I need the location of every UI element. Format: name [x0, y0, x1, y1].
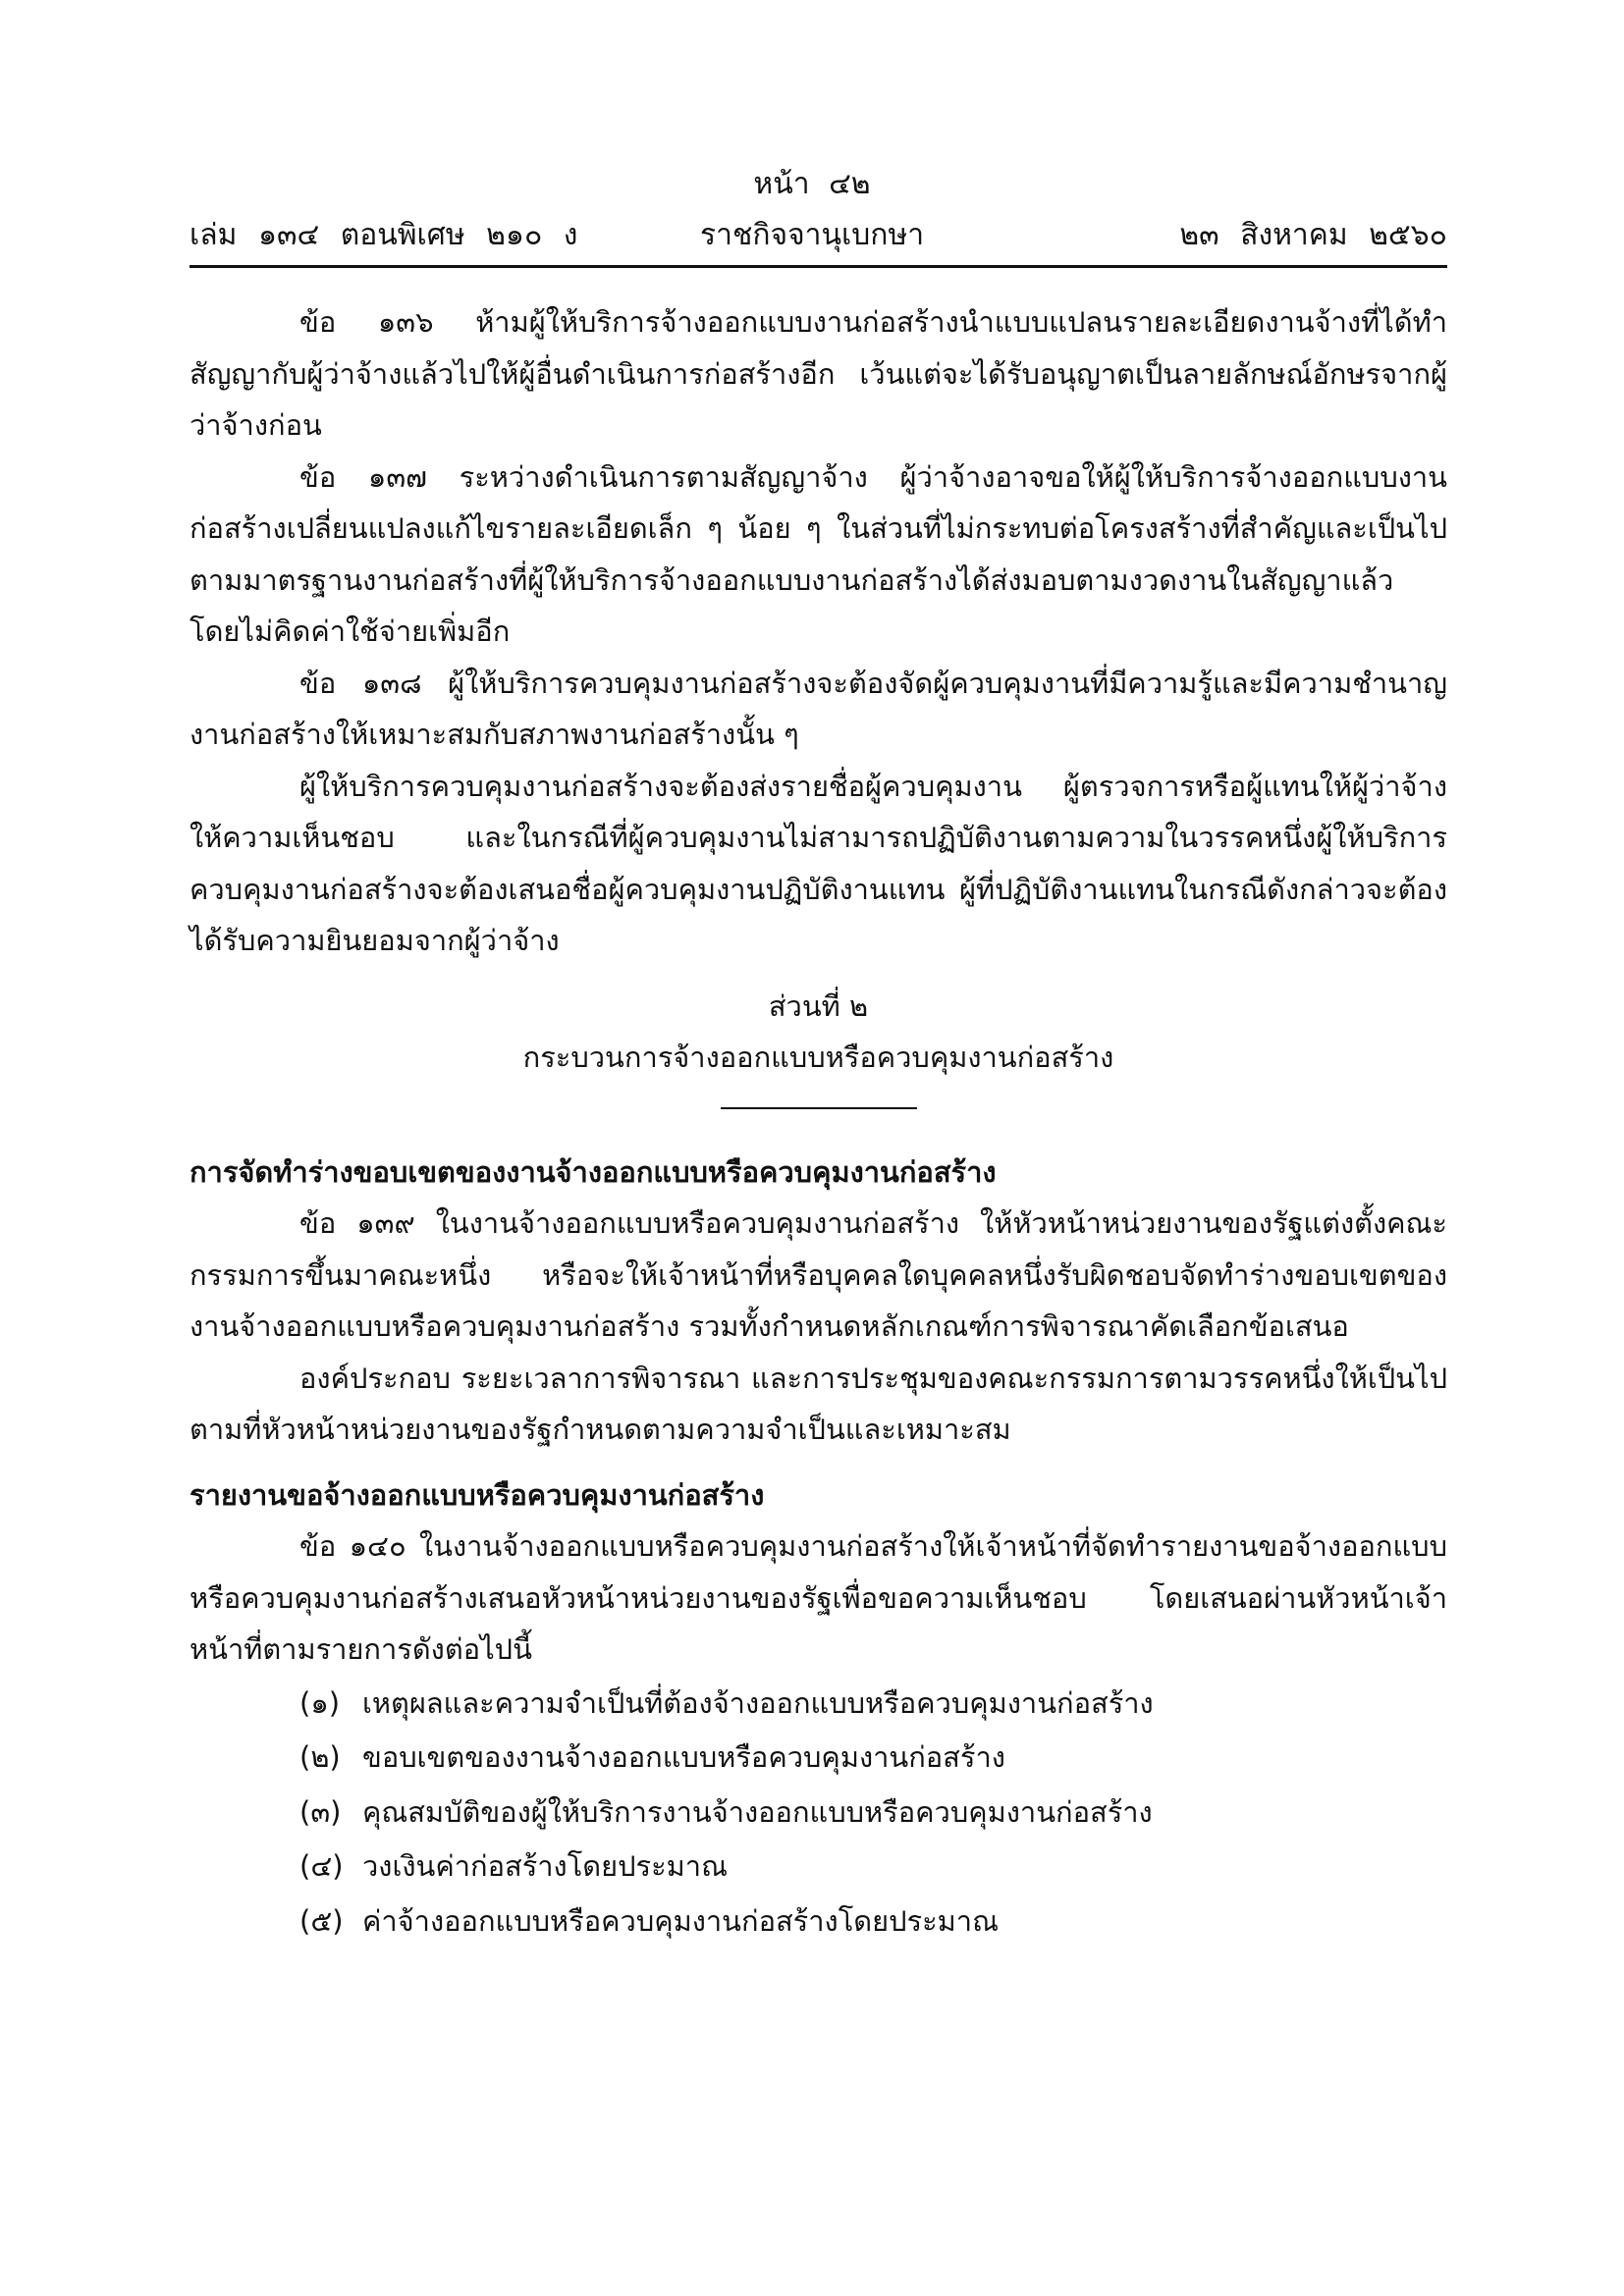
paragraph-clause-139: ข้อ ๑๓๙ ในงานจ้างออกแบบหรือควบคุมงานก่อสร้าง ให้หัวหน้าหน่วยงานของรัฐแต่งตั้งคณะกรรมการขึ้นมาคณะหนึ่ง หรือจะให้เจ้าหน้าที่หรือบุคคลใดบุคคลหนึ่งรับผิดชอบจัดทำร่างขอบเขตของงานจ้างออกแบบหรือควบคุมงานก่อสร้าง รวมทั้งกำหนดหลักเกณฑ์การพิจารณาคัดเลือกข้อเสนอ	[189, 1206, 1447, 1343]
section-label: ส่วนที่ ๒	[768, 988, 869, 1023]
list-item-text: ค่าจ้างออกแบบหรือควบคุมงานก่อสร้างโดยประมาณ	[362, 1903, 999, 1938]
list-item	[189, 1678, 1447, 1730]
paragraph-clause-138-second: ผู้ให้บริการควบคุมงานก่อสร้างจะต้องส่งรายชื่อผู้ควบคุมงาน ผู้ตรวจการหรือผู้แทนให้ผู้ว่าจ้างให้ความเห็นชอบ และในกรณีที่ผู้ควบคุมงานไม่สามารถปฏิบัติงานตามความในวรรคหนึ่งผู้ให้บริการควบคุมงานก่อสร้างจะต้องเสนอชื่อผู้ควบคุมงานปฏิบัติงานแทน ผู้ที่ปฏิบัติงานแทนในกรณีดังกล่าวจะต้องได้รับความยินยอมจากผู้ว่าจ้าง	[189, 769, 1447, 957]
section-title: กระบวนการจ้างออกแบบหรือควบคุมงานก่อสร้าง	[522, 1041, 1114, 1074]
list-item-text: วงเงินค่าก่อสร้างโดยประมาณ	[362, 1849, 728, 1883]
publication-date: ๒๓ สิงหาคม ๒๕๖๐	[1179, 218, 1447, 252]
page-number: หน้า ๔๒	[753, 167, 871, 201]
list-item	[189, 1841, 1447, 1893]
paragraph-clause-140: ข้อ ๑๔๐ ในงานจ้างออกแบบหรือควบคุมงานก่อสร้างให้เจ้าหน้าที่จัดทำรายงานขอจ้างออกแบบหรือควบคุมงานก่อสร้างเสนอหัวหน้าหน่วยงานของรัฐเพื่อขอความเห็นชอบ โดยเสนอผ่านหัวหน้าเจ้าหน้าที่ตามรายการดังต่อไปนี้	[189, 1529, 1447, 1666]
document-body	[189, 296, 1447, 1949]
list-item-text: คุณสมบัติของผู้ให้บริการงานจ้างออกแบบหรือควบคุมงานก่อสร้าง	[362, 1794, 1153, 1829]
list-item-number: (๔)	[299, 1849, 344, 1883]
list-item	[189, 1732, 1447, 1784]
list-item-text: ขอบเขตของงานจ้างออกแบบหรือควบคุมงานก่อสร้าง	[362, 1740, 1005, 1774]
gazette-name: ราชกิจจานุเบกษา	[700, 218, 925, 252]
list-item-text: เหตุผลและความจำเป็นที่ต้องจ้างออกแบบหรือควบคุมงานก่อสร้าง	[362, 1685, 1154, 1720]
section-heading	[189, 981, 1447, 1109]
volume-issue: เล่ม ๑๓๔ ตอนพิเศษ ๒๑๐ ง	[189, 218, 578, 252]
subheading-hiring-report: รายงานขอจ้างออกแบบหรือควบคุมงานก่อสร้าง	[189, 1477, 765, 1512]
report-items-list	[189, 1678, 1447, 1948]
list-item-number: (๕)	[299, 1903, 344, 1938]
paragraph-clause-139-second: องค์ประกอบ ระยะเวลาการพิจารณา และการประชุมของคณะกรรมการตามวรรคหนึ่งให้เป็นไปตามที่หัวหน้าหน่วยงานของรัฐกำหนดตามความจำเป็นและเหมาะสม	[189, 1361, 1447, 1446]
paragraph-clause-136: ข้อ ๑๓๖ ห้ามผู้ให้บริการจ้างออกแบบงานก่อสร้างนำแบบแปลนรายละเอียดงานจ้างที่ได้ทำสัญญากับผู้ว่าจ้างแล้วไปให้ผู้อื่นดำเนินการก่อสร้างอีก เว้นแต่จะได้รับอนุญาตเป็นลายลักษณ์อักษรจากผู้ว่าจ้างก่อน	[189, 305, 1447, 442]
running-header	[189, 214, 1447, 257]
subheading-scope-draft: การจัดทำร่างขอบเขตของงานจ้างออกแบบหรือควบคุมงานก่อสร้าง	[189, 1154, 997, 1189]
header-divider	[189, 265, 1447, 268]
list-item	[189, 1896, 1447, 1948]
list-item-number: (๑)	[299, 1685, 341, 1720]
list-item-number: (๓)	[299, 1794, 342, 1829]
list-item-number: (๒)	[299, 1740, 341, 1774]
list-item	[189, 1787, 1447, 1839]
paragraph-clause-137: ข้อ ๑๓๗ ระหว่างดำเนินการตามสัญญาจ้าง ผู้ว่าจ้างอาจขอให้ผู้ให้บริการจ้างออกแบบงานก่อสร้างเปลี่ยนแปลงแก้ไขรายละเอียดเล็ก ๆ น้อย ๆ ในส่วนที่ไม่กระทบต่อโครงสร้างที่สำคัญและเป็นไปตามมาตรฐานงานก่อสร้างที่ผู้ให้บริการจ้างออกแบบงานก่อสร้างได้ส่งมอบตามงวดงานในสัญญาแล้ว โดยไม่คิดค่าใช้จ่ายเพิ่มอีก	[189, 459, 1447, 648]
section-divider	[721, 1107, 917, 1109]
paragraph-clause-138: ข้อ ๑๓๘ ผู้ให้บริการควบคุมงานก่อสร้างจะต้องจัดผู้ควบคุมงานที่มีความรู้และมีความชำนาญงานก่อสร้างให้เหมาะสมกับสภาพงานก่อสร้างนั้น ๆ	[189, 666, 1447, 751]
